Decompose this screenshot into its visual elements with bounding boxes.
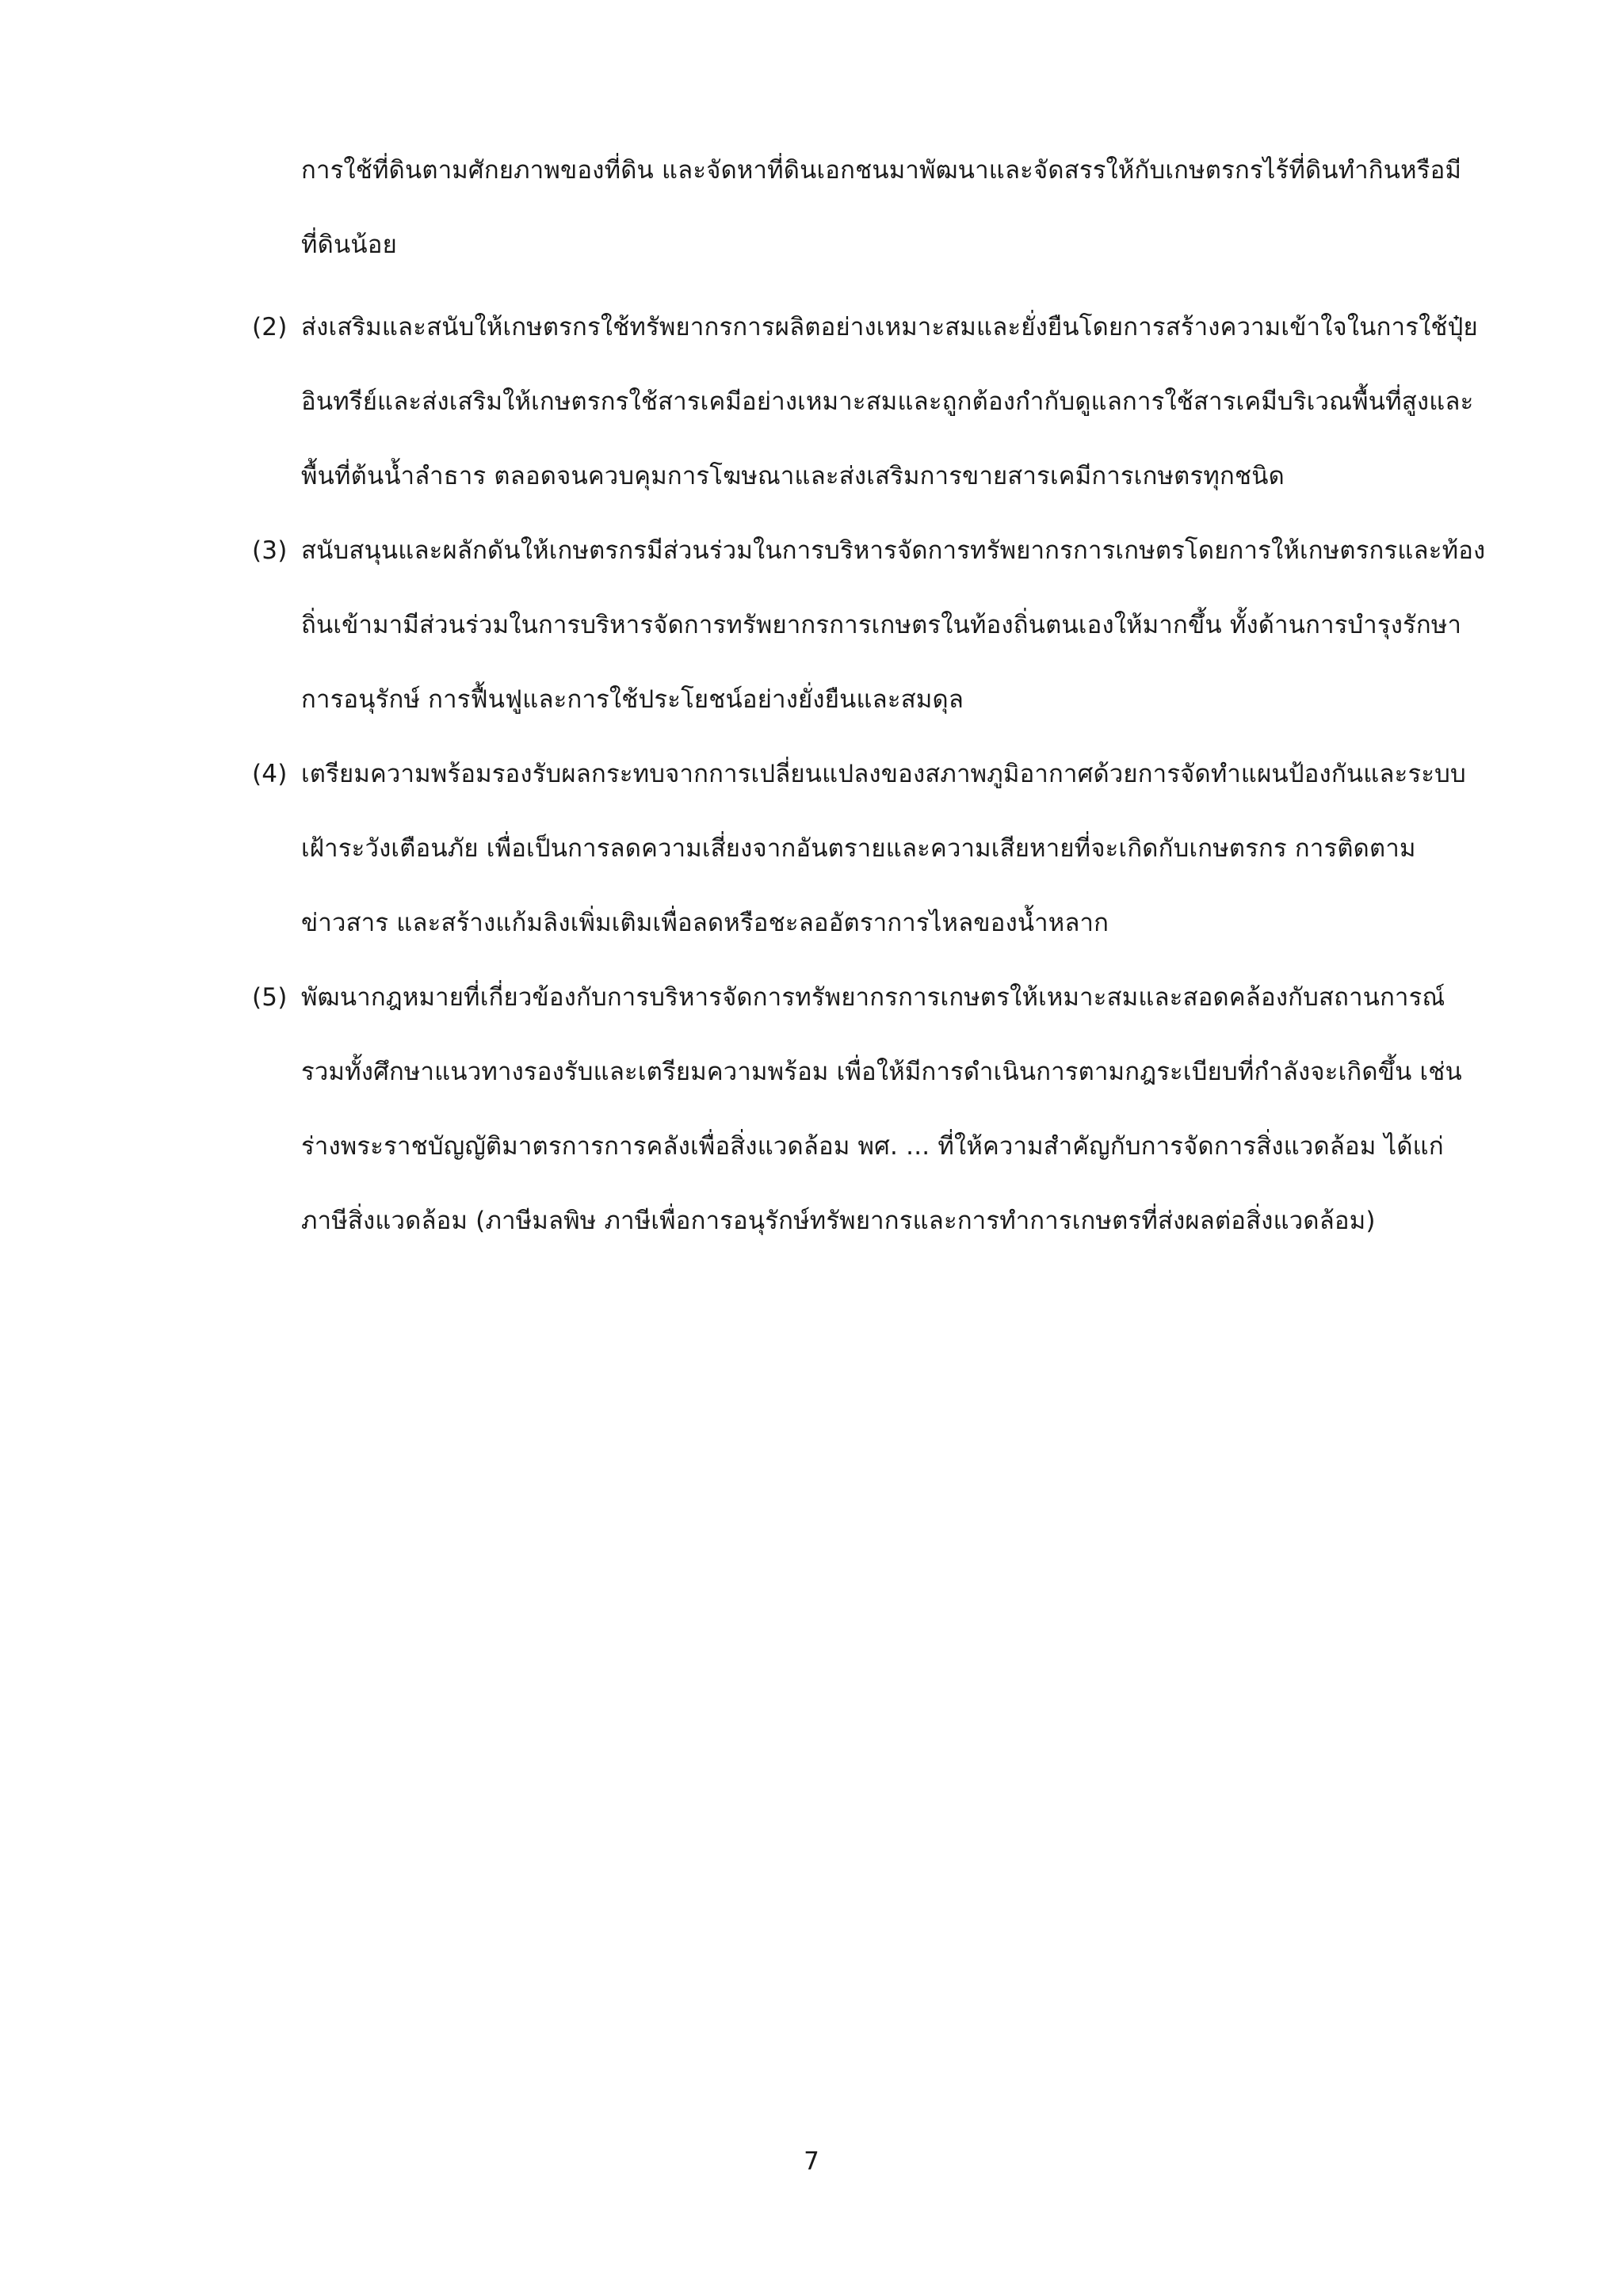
document-body (252, 133, 1488, 1258)
list-item-text: พัฒนากฎหมายที่เกี่ยวข้องกับการบริหารจัดการทรัพยากรการเกษตรให้เหมาะสมและสอดคล้องกับสถานการณ์ รวมทั้งศึกษาแนวทางรองรับและเตรียมความพร้อม เพื่อให้มีการดำเนินการตามกฎระเบียบที่กำลังจะเกิดขึ้น เช่น ร่างพระราชบัญญัติมาตรการการคลังเพื่อสิ่งแวดล้อม พศ. ... ที่ให้ความสำคัญกับการจัดการสิ่งแวดล้อม ได้แก่ ภาษีสิ่งแวดล้อม (ภาษีมลพิษ ภาษีเพื่อการอนุรักษ์ทรัพยากรและการทำการเกษตรที่ส่งผลต่อสิ่งแวดล้อม) (301, 983, 1462, 1235)
list-item-number: (4) (252, 760, 288, 788)
list-item-text: สนับสนุนและผลักดันให้เกษตรกรมีส่วนร่วมในการบริหารจัดการทรัพยากรการเกษตรโดยการให้เกษตรกรและท้องถิ่นเข้ามามีส่วนร่วมในการบริหารจัดการทรัพยากรการเกษตรในท้องถิ่นตนเองให้มากขึ้น ทั้งด้านการบำรุงรักษา การอนุรักษ์ การฟื้นฟูและการใช้ประโยชน์อย่างยั่งยืนและสมดุล (301, 536, 1486, 714)
list-item (252, 737, 1488, 960)
list-item-number: (5) (252, 983, 288, 1012)
list-item (252, 513, 1488, 737)
list-item (252, 290, 1488, 513)
list-item (252, 960, 1488, 1258)
list-item-text: ส่งเสริมและสนับให้เกษตรกรใช้ทรัพยากรการผลิตอย่างเหมาะสมและยั่งยืนโดยการสร้างความเข้าใจในการใช้ปุ๋ยอินทรีย์และส่งเสริมให้เกษตรกรใช้สารเคมีอย่างเหมาะสมและถูกต้องกำกับดูแลการใช้สารเคมีบริเวณพื้นที่สูงและพื้นที่ต้นน้ำลำธาร ตลอดจนควบคุมการโฆษณาและส่งเสริมการขายสารเคมีการเกษตรทุกชนิด (301, 313, 1478, 490)
list-item-text: เตรียมความพร้อมรองรับผลกระทบจากการเปลี่ยนแปลงของสภาพภูมิอากาศด้วยการจัดทำแผนป้องกันและระบบเฝ้าระวังเตือนภัย เพื่อเป็นการลดความเสี่ยงจากอันตรายและความเสียหายที่จะเกิดกับเกษตรกร การติดตามข่าวสาร และสร้างแก้มลิงเพิ่มเติมเพื่อลดหรือชะลออัตราการไหลของน้ำหลาก (301, 760, 1466, 937)
page-number: 7 (804, 2147, 819, 2176)
list-item-number: (2) (252, 313, 288, 341)
continuation-paragraph: การใช้ที่ดินตามศักยภาพของที่ดิน และจัดหาที่ดินเอกชนมาพัฒนาและจัดสรรให้กับเกษตรกรไร้ที่ดินทำกินหรือมีที่ดินน้อย (301, 156, 1462, 259)
list-item-number: (3) (252, 536, 288, 565)
